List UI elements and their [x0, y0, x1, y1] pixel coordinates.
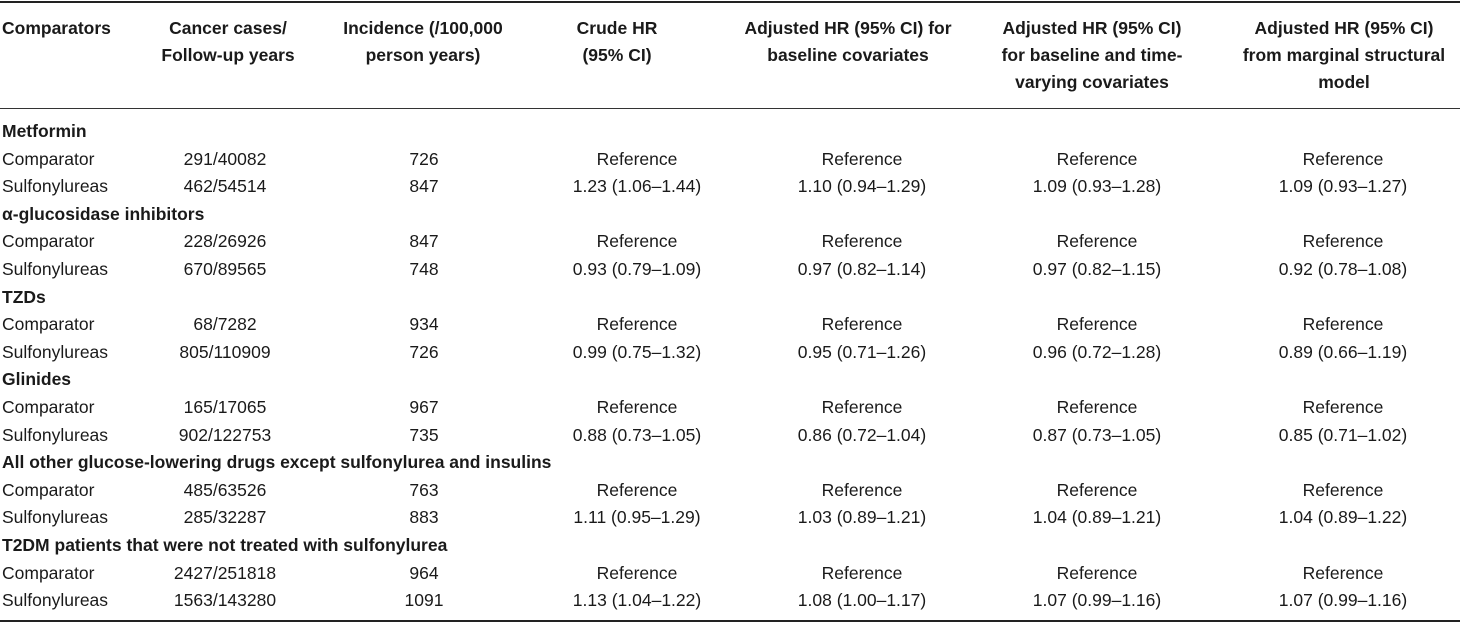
- column-header-5: [744, 15, 951, 69]
- group-title: α-glucosidase inhibitors: [2, 203, 205, 224]
- table-cell: 805/110909: [179, 341, 271, 362]
- table-cell: Reference: [821, 562, 903, 583]
- table-cell: 0.89 (0.66–1.19): [1278, 341, 1408, 362]
- column-header-7: [1243, 15, 1445, 96]
- row-label: Comparator: [2, 314, 95, 335]
- table-cell: Reference: [1056, 148, 1138, 169]
- table-cell: 228/26926: [183, 231, 267, 252]
- group-title: Glinides: [2, 369, 72, 390]
- row-label: Comparator: [2, 231, 95, 252]
- row-label: Sulfonylureas: [2, 507, 109, 528]
- table-cell: 485/63526: [183, 479, 267, 500]
- table-cell: 285/32287: [183, 507, 267, 528]
- table-cell: 0.86 (0.72–1.04): [797, 424, 927, 445]
- table-cell: 291/40082: [183, 148, 267, 169]
- table-cell: Reference: [1302, 397, 1384, 417]
- table-cell: 1.11 (0.95–1.29): [573, 507, 701, 528]
- table-cell: 883: [409, 507, 439, 528]
- table-cell: Reference: [596, 148, 678, 169]
- table-cell: 726: [409, 148, 439, 169]
- table-cell: Reference: [821, 314, 903, 335]
- table-cell: 2427/251818: [173, 562, 277, 583]
- table-cell: 0.87 (0.73–1.05): [1032, 424, 1162, 445]
- table-cell: 1.04 (0.89–1.22): [1278, 507, 1408, 528]
- column-header-line: model: [1318, 72, 1370, 92]
- table-cell: 1.08 (1.00–1.17): [797, 590, 927, 611]
- table-cell: Reference: [596, 231, 678, 252]
- table-cell: 68/7282: [193, 314, 257, 335]
- row-label: Sulfonylureas: [2, 424, 109, 445]
- column-header-line: Adjusted HR (95% CI): [1254, 18, 1434, 38]
- table-cell: 763: [409, 479, 439, 500]
- table-cell: 0.93 (0.79–1.09): [572, 259, 702, 279]
- table-top-rule: [0, 1, 1460, 3]
- table-cell: Reference: [1056, 314, 1138, 335]
- column-header-6: [1002, 15, 1183, 96]
- table-cell: 1.23 (1.06–1.44): [572, 176, 702, 197]
- column-header-1: [2, 15, 111, 42]
- row-label: Sulfonylureas: [2, 341, 109, 362]
- column-header-line: Adjusted HR (95% CI): [1002, 18, 1182, 38]
- table-cell: Reference: [1302, 479, 1384, 500]
- group-title: All other glucose-lowering drugs except sulfonylurea and insulins: [2, 452, 552, 473]
- table-cell: Reference: [1302, 148, 1384, 169]
- table-cell: Reference: [821, 148, 903, 169]
- column-header-line: baseline covariates: [767, 45, 929, 65]
- table-cell: Reference: [1302, 231, 1384, 252]
- column-header-line: from marginal structural: [1242, 45, 1446, 65]
- table-cell: 0.97 (0.82–1.14): [797, 259, 927, 279]
- column-header-3: [343, 15, 503, 69]
- table-cell: 847: [409, 176, 439, 197]
- group-title: T2DM patients that were not treated with sulfonylurea: [2, 535, 448, 555]
- table-cell: 670/89565: [183, 259, 267, 279]
- table-cell: 0.96 (0.72–1.28): [1032, 341, 1162, 362]
- table-cell: Reference: [821, 397, 903, 417]
- column-header-2: [161, 15, 294, 69]
- column-header-line: Crude HR: [576, 18, 658, 38]
- table-bottom-rule: [0, 620, 1460, 622]
- table-cell: 0.92 (0.78–1.08): [1278, 259, 1408, 279]
- table-cell: 1.13 (1.04–1.22): [572, 590, 702, 611]
- column-header-line: Adjusted HR (95% CI) for: [744, 18, 952, 38]
- table-cell: Reference: [1056, 397, 1138, 417]
- column-header-line: for baseline and time-: [1001, 45, 1183, 65]
- table-cell: Reference: [1302, 314, 1384, 335]
- row-label: Comparator: [2, 397, 95, 417]
- table-cell: 847: [409, 231, 439, 252]
- table-cell: Reference: [1056, 562, 1138, 583]
- table-cell: 0.85 (0.71–1.02): [1278, 424, 1408, 445]
- table-cell: 1563/143280: [173, 590, 277, 611]
- table-cell: 1.07 (0.99–1.16): [1278, 590, 1408, 611]
- table-cell: Reference: [1056, 479, 1138, 500]
- table-cell: Reference: [596, 397, 678, 417]
- table-cell: 0.88 (0.73–1.05): [572, 424, 702, 445]
- table-cell: Reference: [821, 231, 903, 252]
- table-cell: 165/17065: [183, 397, 267, 417]
- table-cell: Reference: [596, 314, 678, 335]
- table-cell: 934: [409, 314, 439, 335]
- table-cell: 902/122753: [178, 424, 272, 445]
- row-label: Comparator: [2, 479, 95, 500]
- table-cell: 462/54514: [183, 176, 267, 197]
- table-cell: 1.09 (0.93–1.28): [1032, 176, 1162, 197]
- table-cell: Reference: [821, 479, 903, 500]
- column-header-line: Cancer cases/: [169, 18, 287, 38]
- table-cell: 748: [409, 259, 439, 279]
- table-cell: Reference: [596, 562, 678, 583]
- column-header-line: person years): [365, 45, 481, 65]
- column-header-line: Incidence (/100,000: [343, 18, 503, 38]
- row-label: Sulfonylureas: [2, 176, 109, 197]
- column-header-4: [577, 15, 658, 69]
- table-cell: 0.97 (0.82–1.15): [1032, 259, 1162, 279]
- column-header-line: varying covariates: [1015, 72, 1169, 92]
- table-cell: 1.07 (0.99–1.16): [1032, 590, 1162, 611]
- table-cell: Reference: [1056, 231, 1138, 252]
- table-cell: 964: [409, 562, 439, 583]
- table-cell: 967: [409, 397, 439, 417]
- table-cell: 735: [409, 424, 439, 445]
- table-cell: 0.95 (0.71–1.26): [797, 341, 927, 362]
- row-label: Sulfonylureas: [2, 259, 109, 279]
- row-label: Comparator: [2, 148, 95, 169]
- group-title: TZDs: [2, 286, 46, 307]
- table-cell: Reference: [596, 479, 678, 500]
- table-cell: Reference: [1302, 562, 1384, 583]
- column-header-line: (95% CI): [582, 45, 652, 65]
- table-cell: 1.09 (0.93–1.27): [1278, 176, 1408, 197]
- group-title: Metformin: [2, 121, 87, 141]
- table-cell: 0.99 (0.75–1.32): [572, 341, 702, 362]
- table-cell: 1091: [404, 590, 444, 611]
- table-header-rule: [0, 108, 1460, 109]
- table-cell: 726: [409, 341, 439, 362]
- table-cell: 1.10 (0.94–1.29): [797, 176, 927, 197]
- table-cell: 1.04 (0.89–1.21): [1032, 507, 1162, 528]
- table-cell: 1.03 (0.89–1.21): [797, 507, 927, 528]
- row-label: Comparator: [2, 562, 95, 583]
- column-header-line: Comparators: [2, 18, 111, 38]
- column-header-line: Follow-up years: [161, 45, 295, 65]
- row-label: Sulfonylureas: [2, 590, 109, 611]
